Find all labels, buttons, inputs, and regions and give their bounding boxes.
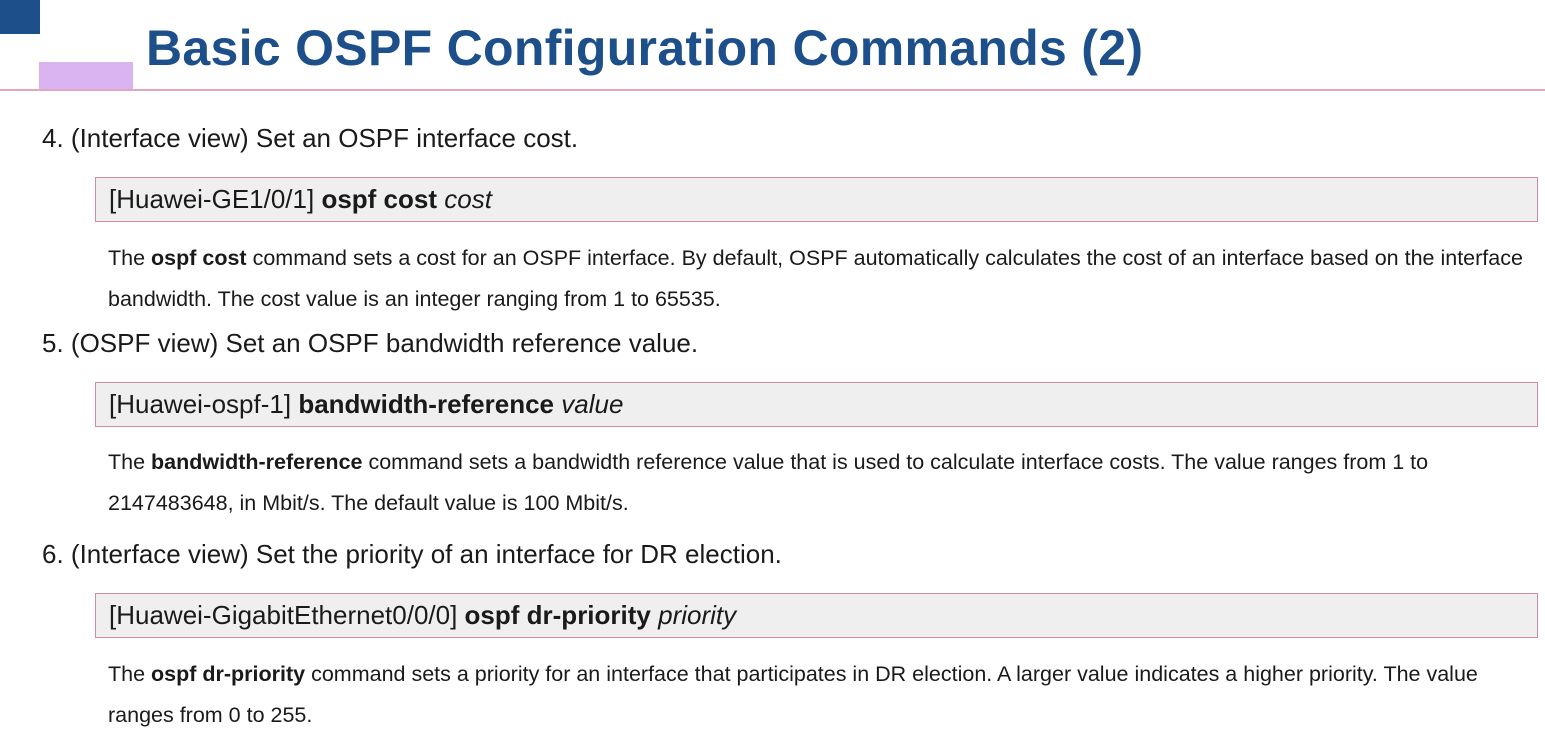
corner-decoration — [0, 0, 40, 34]
command-box-ospf-cost — [95, 177, 1538, 222]
section-heading-dr-priority: 6. (Interface view) Set the priority of an interface for DR election. — [42, 539, 782, 569]
section-heading-interface-cost: 4. (Interface view) Set an OSPF interface cost. — [42, 123, 579, 153]
description-ospf-dr-priority — [108, 654, 1528, 736]
section-heading-bandwidth-reference: 5. (OSPF view) Set an OSPF bandwidth reference value. — [42, 328, 699, 358]
title-accent-bar — [39, 62, 133, 90]
command-prompt: [Huawei-ospf-1] — [109, 389, 299, 419]
command-keyword: ospf dr-priority — [464, 600, 651, 630]
command-keyword: bandwidth-reference — [298, 389, 555, 419]
description-keyword: ospf cost — [151, 246, 247, 270]
description-keyword: bandwidth-reference — [151, 450, 363, 474]
description-keyword: ospf dr-priority — [151, 662, 306, 686]
description-prefix: The — [108, 450, 152, 474]
description-text: command sets a priority for an interface that participates in DR election. A larger value indicates a higher priority. The value ranges from 0 to 255. — [108, 662, 1478, 727]
description-text: command sets a bandwidth reference value that is used to calculate interface costs. The value ranges from 1 to 2147483648, in Mbit/s. The default value is 100 Mbit/s. — [108, 450, 1429, 515]
description-prefix: The — [108, 246, 152, 270]
command-keyword: ospf cost — [321, 184, 438, 214]
command-prompt: [Huawei-GE1/0/1] — [109, 184, 322, 214]
description-text: command sets a cost for an OSPF interface. By default, OSPF automatically calculates the cost of an interface based on the interface bandwidth. The cost value is an integer ranging from 1 to 65535. — [108, 246, 1523, 311]
title-divider — [0, 89, 1545, 91]
command-prompt: [Huawei-GigabitEthernet0/0/0] — [109, 600, 465, 630]
command-argument: value — [561, 389, 624, 419]
description-prefix: The — [108, 662, 152, 686]
command-argument: priority — [658, 600, 737, 630]
slide-title: Basic OSPF Configuration Commands (2) — [146, 20, 1144, 76]
command-argument: cost — [444, 184, 492, 214]
description-bandwidth-reference — [108, 442, 1528, 524]
command-box-bandwidth-reference — [95, 382, 1538, 427]
description-ospf-cost — [108, 238, 1528, 320]
command-box-ospf-dr-priority — [95, 593, 1538, 638]
